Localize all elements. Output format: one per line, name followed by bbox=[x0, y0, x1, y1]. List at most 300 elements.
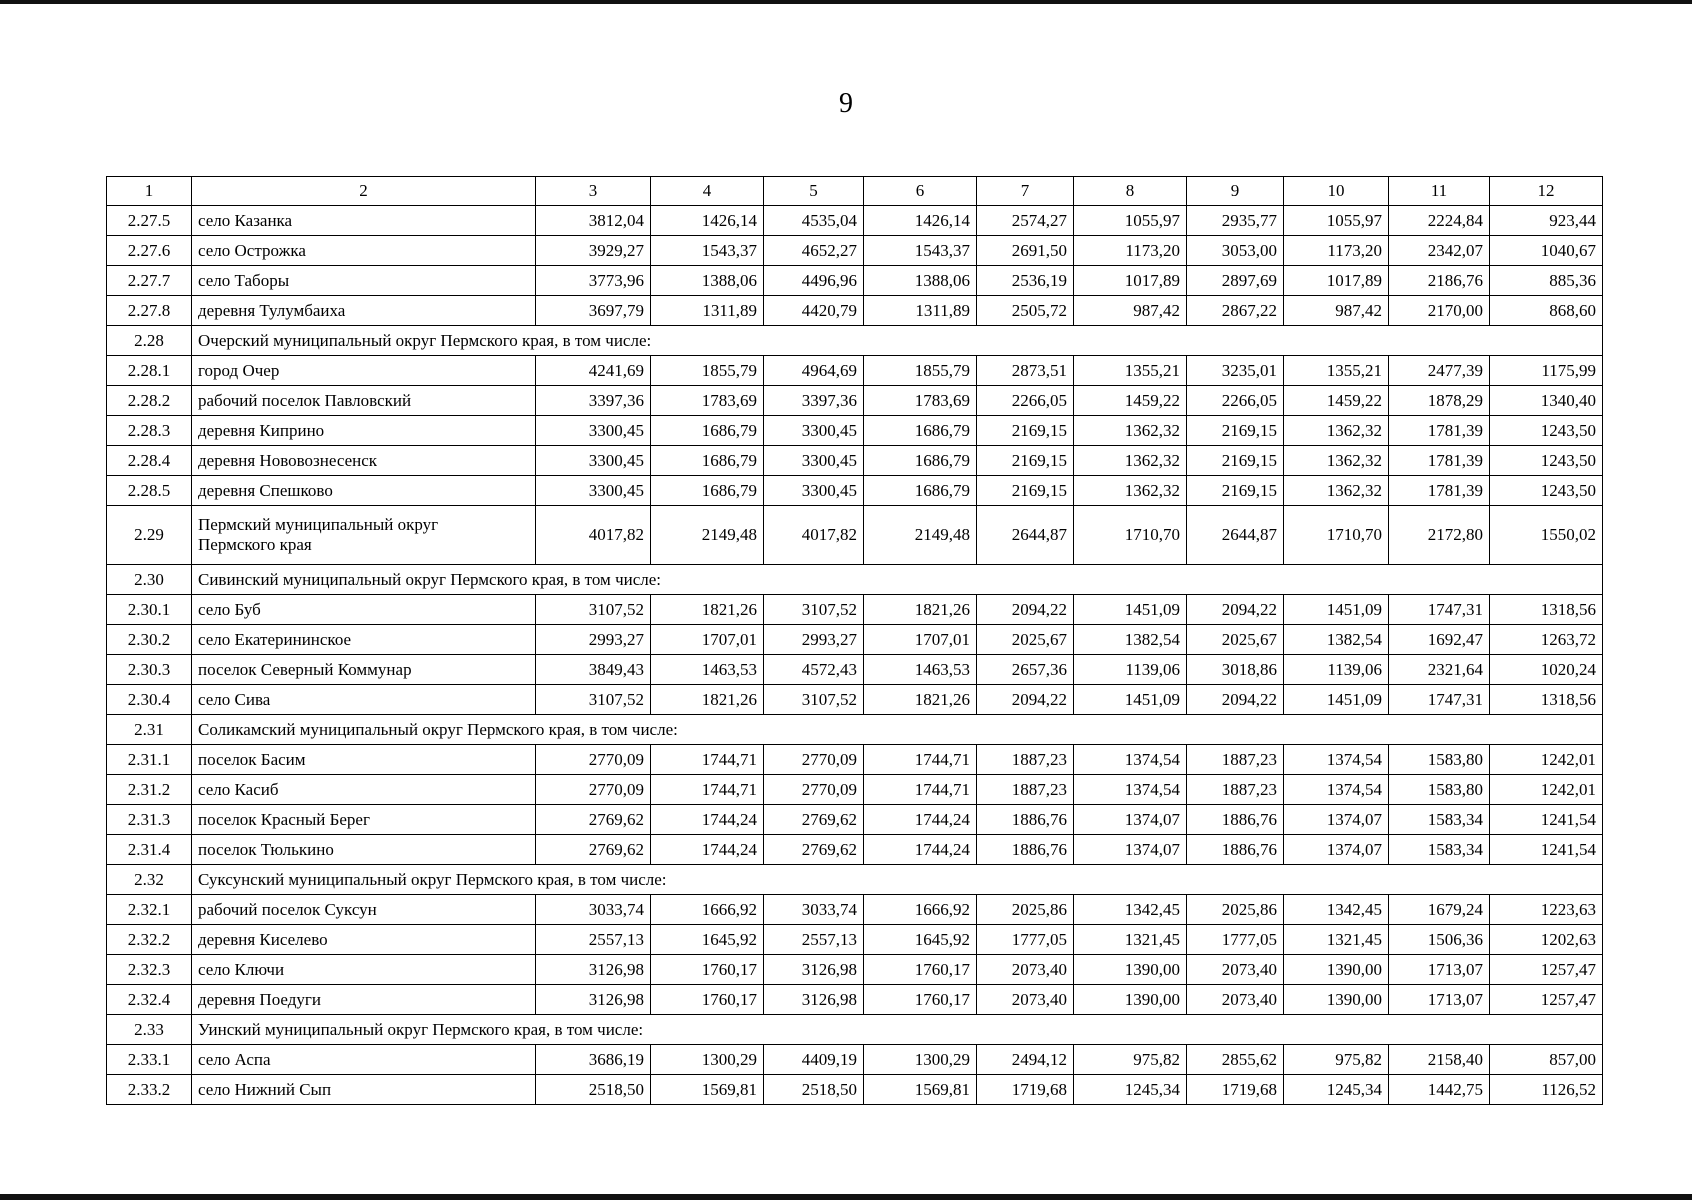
value-cell: 1340,40 bbox=[1490, 386, 1603, 416]
column-header: 8 bbox=[1074, 177, 1187, 206]
row-code: 2.32.3 bbox=[107, 955, 192, 985]
row-name: деревня Киприно bbox=[192, 416, 536, 446]
value-cell: 1362,32 bbox=[1284, 476, 1389, 506]
value-cell: 3018,86 bbox=[1187, 655, 1284, 685]
value-cell: 1355,21 bbox=[1284, 356, 1389, 386]
value-cell: 1374,54 bbox=[1074, 745, 1187, 775]
value-cell: 1362,32 bbox=[1284, 446, 1389, 476]
row-name: село Екатерининское bbox=[192, 625, 536, 655]
value-cell: 1666,92 bbox=[651, 895, 764, 925]
value-cell: 1390,00 bbox=[1074, 955, 1187, 985]
value-cell: 1878,29 bbox=[1389, 386, 1490, 416]
row-code: 2.28.4 bbox=[107, 446, 192, 476]
column-header: 6 bbox=[864, 177, 977, 206]
value-cell: 987,42 bbox=[1074, 296, 1187, 326]
value-cell: 2149,48 bbox=[864, 506, 977, 565]
value-cell: 1887,23 bbox=[977, 745, 1074, 775]
value-cell: 1017,89 bbox=[1284, 266, 1389, 296]
table-row bbox=[107, 775, 1603, 805]
column-header: 10 bbox=[1284, 177, 1389, 206]
page-number: 9 bbox=[839, 88, 853, 119]
row-code: 2.33 bbox=[107, 1015, 192, 1045]
value-cell: 1686,79 bbox=[864, 446, 977, 476]
value-cell: 1257,47 bbox=[1490, 955, 1603, 985]
value-cell: 1362,32 bbox=[1284, 416, 1389, 446]
table-body bbox=[107, 177, 1603, 1105]
value-cell: 923,44 bbox=[1490, 206, 1603, 236]
value-cell: 1583,34 bbox=[1389, 805, 1490, 835]
row-code: 2.32.1 bbox=[107, 895, 192, 925]
value-cell: 1887,23 bbox=[977, 775, 1074, 805]
value-cell: 3033,74 bbox=[536, 895, 651, 925]
value-cell: 868,60 bbox=[1490, 296, 1603, 326]
value-cell: 1886,76 bbox=[977, 835, 1074, 865]
value-cell: 4409,19 bbox=[764, 1045, 864, 1075]
row-code: 2.30 bbox=[107, 565, 192, 595]
column-header: 5 bbox=[764, 177, 864, 206]
row-code: 2.32.2 bbox=[107, 925, 192, 955]
value-cell: 1202,63 bbox=[1490, 925, 1603, 955]
value-cell: 1710,70 bbox=[1284, 506, 1389, 565]
value-cell: 1707,01 bbox=[864, 625, 977, 655]
table-row bbox=[107, 985, 1603, 1015]
value-cell: 1300,29 bbox=[651, 1045, 764, 1075]
value-cell: 2094,22 bbox=[977, 595, 1074, 625]
value-cell: 1781,39 bbox=[1389, 416, 1490, 446]
table-row bbox=[107, 416, 1603, 446]
value-cell: 1645,92 bbox=[651, 925, 764, 955]
value-cell: 3929,27 bbox=[536, 236, 651, 266]
value-cell: 2867,22 bbox=[1187, 296, 1284, 326]
value-cell: 2644,87 bbox=[977, 506, 1074, 565]
value-cell: 4652,27 bbox=[764, 236, 864, 266]
value-cell: 4535,04 bbox=[764, 206, 864, 236]
value-cell: 1760,17 bbox=[651, 985, 764, 1015]
value-cell: 2644,87 bbox=[1187, 506, 1284, 565]
value-cell: 1506,36 bbox=[1389, 925, 1490, 955]
value-cell: 1355,21 bbox=[1074, 356, 1187, 386]
value-cell: 3300,45 bbox=[764, 446, 864, 476]
value-cell: 1679,24 bbox=[1389, 895, 1490, 925]
value-cell: 1426,14 bbox=[864, 206, 977, 236]
value-cell: 1362,32 bbox=[1074, 446, 1187, 476]
table-row bbox=[107, 625, 1603, 655]
value-cell: 4017,82 bbox=[764, 506, 864, 565]
value-cell: 2935,77 bbox=[1187, 206, 1284, 236]
value-cell: 1744,71 bbox=[651, 775, 764, 805]
value-cell: 1374,07 bbox=[1284, 835, 1389, 865]
table-row bbox=[107, 476, 1603, 506]
value-cell: 1760,17 bbox=[651, 955, 764, 985]
table-row bbox=[107, 386, 1603, 416]
value-cell: 1719,68 bbox=[977, 1075, 1074, 1105]
value-cell: 4964,69 bbox=[764, 356, 864, 386]
value-cell: 1243,50 bbox=[1490, 446, 1603, 476]
row-code: 2.32 bbox=[107, 865, 192, 895]
value-cell: 2769,62 bbox=[764, 835, 864, 865]
value-cell: 987,42 bbox=[1284, 296, 1389, 326]
value-cell: 1173,20 bbox=[1074, 236, 1187, 266]
table-row bbox=[107, 296, 1603, 326]
value-cell: 1543,37 bbox=[651, 236, 764, 266]
value-cell: 885,36 bbox=[1490, 266, 1603, 296]
value-cell: 2172,80 bbox=[1389, 506, 1490, 565]
value-cell: 2224,84 bbox=[1389, 206, 1490, 236]
value-cell: 2494,12 bbox=[977, 1045, 1074, 1075]
value-cell: 1713,07 bbox=[1389, 955, 1490, 985]
table-row bbox=[107, 805, 1603, 835]
value-cell: 1645,92 bbox=[864, 925, 977, 955]
value-cell: 1686,79 bbox=[864, 476, 977, 506]
row-code: 2.33.1 bbox=[107, 1045, 192, 1075]
value-cell: 3126,98 bbox=[764, 985, 864, 1015]
row-code: 2.31 bbox=[107, 715, 192, 745]
value-cell: 2266,05 bbox=[977, 386, 1074, 416]
row-code: 2.28 bbox=[107, 326, 192, 356]
value-cell: 1713,07 bbox=[1389, 985, 1490, 1015]
value-cell: 1783,69 bbox=[864, 386, 977, 416]
row-code: 2.33.2 bbox=[107, 1075, 192, 1105]
value-cell: 2505,72 bbox=[977, 296, 1074, 326]
row-code: 2.30.1 bbox=[107, 595, 192, 625]
row-code: 2.27.8 bbox=[107, 296, 192, 326]
value-cell: 2169,15 bbox=[977, 476, 1074, 506]
group-name: Суксунский муниципальный округ Пермского края, в том числе: bbox=[192, 865, 1603, 895]
value-cell: 1777,05 bbox=[1187, 925, 1284, 955]
table-row bbox=[107, 266, 1603, 296]
value-cell: 2025,86 bbox=[1187, 895, 1284, 925]
value-cell: 1886,76 bbox=[977, 805, 1074, 835]
value-cell: 1374,54 bbox=[1074, 775, 1187, 805]
value-cell: 857,00 bbox=[1490, 1045, 1603, 1075]
value-cell: 1017,89 bbox=[1074, 266, 1187, 296]
value-cell: 1139,06 bbox=[1074, 655, 1187, 685]
value-cell: 1243,50 bbox=[1490, 476, 1603, 506]
value-cell: 1583,34 bbox=[1389, 835, 1490, 865]
row-code: 2.27.7 bbox=[107, 266, 192, 296]
value-cell: 1020,24 bbox=[1490, 655, 1603, 685]
row-name: город Очер bbox=[192, 356, 536, 386]
table-row bbox=[107, 745, 1603, 775]
value-cell: 2691,50 bbox=[977, 236, 1074, 266]
value-cell: 1362,32 bbox=[1074, 476, 1187, 506]
value-cell: 3300,45 bbox=[536, 476, 651, 506]
value-cell: 1459,22 bbox=[1074, 386, 1187, 416]
value-cell: 1442,75 bbox=[1389, 1075, 1490, 1105]
group-row bbox=[107, 565, 1603, 595]
row-name: село Сива bbox=[192, 685, 536, 715]
value-cell: 1390,00 bbox=[1284, 955, 1389, 985]
value-cell: 1388,06 bbox=[651, 266, 764, 296]
value-cell: 3849,43 bbox=[536, 655, 651, 685]
value-cell: 1886,76 bbox=[1187, 835, 1284, 865]
row-code: 2.28.2 bbox=[107, 386, 192, 416]
value-cell: 1426,14 bbox=[651, 206, 764, 236]
value-cell: 1747,31 bbox=[1389, 685, 1490, 715]
value-cell: 2158,40 bbox=[1389, 1045, 1490, 1075]
value-cell: 2094,22 bbox=[1187, 595, 1284, 625]
value-cell: 1707,01 bbox=[651, 625, 764, 655]
value-cell: 3686,19 bbox=[536, 1045, 651, 1075]
group-name: Соликамский муниципальный округ Пермского края, в том числе: bbox=[192, 715, 1603, 745]
value-cell: 1243,50 bbox=[1490, 416, 1603, 446]
value-cell: 3235,01 bbox=[1187, 356, 1284, 386]
row-name bbox=[192, 506, 536, 565]
value-cell: 2993,27 bbox=[764, 625, 864, 655]
value-cell: 1318,56 bbox=[1490, 685, 1603, 715]
row-code: 2.28.1 bbox=[107, 356, 192, 386]
value-cell: 4496,96 bbox=[764, 266, 864, 296]
table-row bbox=[107, 685, 1603, 715]
value-cell: 3397,36 bbox=[764, 386, 864, 416]
value-cell: 1173,20 bbox=[1284, 236, 1389, 266]
value-cell: 2557,13 bbox=[764, 925, 864, 955]
row-name: село Нижний Сып bbox=[192, 1075, 536, 1105]
column-header: 9 bbox=[1187, 177, 1284, 206]
value-cell: 1241,54 bbox=[1490, 835, 1603, 865]
row-code: 2.28.3 bbox=[107, 416, 192, 446]
value-cell: 1321,45 bbox=[1074, 925, 1187, 955]
value-cell: 2025,86 bbox=[977, 895, 1074, 925]
value-cell: 1583,80 bbox=[1389, 745, 1490, 775]
value-cell: 1382,54 bbox=[1284, 625, 1389, 655]
value-cell: 1569,81 bbox=[864, 1075, 977, 1105]
value-cell: 1257,47 bbox=[1490, 985, 1603, 1015]
value-cell: 2873,51 bbox=[977, 356, 1074, 386]
value-cell: 1451,09 bbox=[1284, 685, 1389, 715]
value-cell: 2342,07 bbox=[1389, 236, 1490, 266]
value-cell: 2169,15 bbox=[977, 446, 1074, 476]
value-cell: 1887,23 bbox=[1187, 775, 1284, 805]
row-code: 2.31.4 bbox=[107, 835, 192, 865]
row-code: 2.31.2 bbox=[107, 775, 192, 805]
value-cell: 1744,71 bbox=[864, 775, 977, 805]
value-cell: 2094,22 bbox=[977, 685, 1074, 715]
value-cell: 3107,52 bbox=[536, 595, 651, 625]
value-cell: 2169,15 bbox=[1187, 416, 1284, 446]
table-row bbox=[107, 835, 1603, 865]
value-cell: 1855,79 bbox=[651, 356, 764, 386]
value-cell: 1055,97 bbox=[1284, 206, 1389, 236]
row-name: рабочий поселок Суксун bbox=[192, 895, 536, 925]
row-name: поселок Тюлькино bbox=[192, 835, 536, 865]
row-name: рабочий поселок Павловский bbox=[192, 386, 536, 416]
value-cell: 2169,15 bbox=[1187, 476, 1284, 506]
value-cell: 2518,50 bbox=[536, 1075, 651, 1105]
row-code: 2.30.4 bbox=[107, 685, 192, 715]
scan-bottom-edge bbox=[0, 1194, 1692, 1200]
value-cell: 3126,98 bbox=[536, 955, 651, 985]
value-cell: 1760,17 bbox=[864, 985, 977, 1015]
value-cell: 2073,40 bbox=[977, 955, 1074, 985]
table-row bbox=[107, 655, 1603, 685]
value-cell: 2770,09 bbox=[764, 745, 864, 775]
scan-top-edge bbox=[0, 0, 1692, 4]
value-cell: 1719,68 bbox=[1187, 1075, 1284, 1105]
row-code: 2.29 bbox=[107, 506, 192, 565]
value-cell: 1126,52 bbox=[1490, 1075, 1603, 1105]
value-cell: 1342,45 bbox=[1284, 895, 1389, 925]
value-cell: 2321,64 bbox=[1389, 655, 1490, 685]
value-cell: 1451,09 bbox=[1284, 595, 1389, 625]
value-cell: 2770,09 bbox=[764, 775, 864, 805]
value-cell: 1374,54 bbox=[1284, 745, 1389, 775]
table-row bbox=[107, 955, 1603, 985]
value-cell: 3107,52 bbox=[764, 685, 864, 715]
value-cell: 1300,29 bbox=[864, 1045, 977, 1075]
row-name: поселок Басим bbox=[192, 745, 536, 775]
value-cell: 1781,39 bbox=[1389, 476, 1490, 506]
table-row bbox=[107, 1045, 1603, 1075]
value-cell: 1388,06 bbox=[864, 266, 977, 296]
value-cell: 2557,13 bbox=[536, 925, 651, 955]
value-cell: 975,82 bbox=[1284, 1045, 1389, 1075]
tariff-table bbox=[106, 176, 1603, 1105]
table-row bbox=[107, 236, 1603, 266]
value-cell: 1886,76 bbox=[1187, 805, 1284, 835]
group-name: Уинский муниципальный округ Пермского края, в том числе: bbox=[192, 1015, 1603, 1045]
value-cell: 2073,40 bbox=[977, 985, 1074, 1015]
row-name: село Аспа bbox=[192, 1045, 536, 1075]
value-cell: 1887,23 bbox=[1187, 745, 1284, 775]
table-row bbox=[107, 356, 1603, 386]
value-cell: 2025,67 bbox=[977, 625, 1074, 655]
column-header: 3 bbox=[536, 177, 651, 206]
value-cell: 4241,69 bbox=[536, 356, 651, 386]
group-name: Очерский муниципальный округ Пермского края, в том числе: bbox=[192, 326, 1603, 356]
value-cell: 1686,79 bbox=[651, 446, 764, 476]
value-cell: 3126,98 bbox=[764, 955, 864, 985]
row-name: село Казанка bbox=[192, 206, 536, 236]
value-cell: 3397,36 bbox=[536, 386, 651, 416]
column-header: 1 bbox=[107, 177, 192, 206]
table-row bbox=[107, 1075, 1603, 1105]
row-name: село Буб bbox=[192, 595, 536, 625]
value-cell: 1710,70 bbox=[1074, 506, 1187, 565]
value-cell: 1245,34 bbox=[1284, 1075, 1389, 1105]
row-code: 2.31.1 bbox=[107, 745, 192, 775]
value-cell: 2536,19 bbox=[977, 266, 1074, 296]
value-cell: 1241,54 bbox=[1490, 805, 1603, 835]
value-cell: 3300,45 bbox=[536, 416, 651, 446]
value-cell: 2769,62 bbox=[536, 835, 651, 865]
row-code: 2.28.5 bbox=[107, 476, 192, 506]
row-name: деревня Нововознесенск bbox=[192, 446, 536, 476]
value-cell: 1374,07 bbox=[1074, 835, 1187, 865]
value-cell: 3033,74 bbox=[764, 895, 864, 925]
value-cell: 1744,24 bbox=[864, 835, 977, 865]
value-cell: 1686,79 bbox=[651, 416, 764, 446]
value-cell: 1692,47 bbox=[1389, 625, 1490, 655]
value-cell: 3300,45 bbox=[764, 416, 864, 446]
row-name: поселок Северный Коммунар bbox=[192, 655, 536, 685]
column-header: 4 bbox=[651, 177, 764, 206]
value-cell: 1569,81 bbox=[651, 1075, 764, 1105]
value-cell: 2266,05 bbox=[1187, 386, 1284, 416]
group-row bbox=[107, 715, 1603, 745]
value-cell: 1390,00 bbox=[1074, 985, 1187, 1015]
value-cell: 1382,54 bbox=[1074, 625, 1187, 655]
value-cell: 1543,37 bbox=[864, 236, 977, 266]
value-cell: 1855,79 bbox=[864, 356, 977, 386]
value-cell: 1263,72 bbox=[1490, 625, 1603, 655]
header-row bbox=[107, 177, 1603, 206]
value-cell: 4017,82 bbox=[536, 506, 651, 565]
value-cell: 1362,32 bbox=[1074, 416, 1187, 446]
table-row bbox=[107, 446, 1603, 476]
value-cell: 2770,09 bbox=[536, 775, 651, 805]
value-cell: 1583,80 bbox=[1389, 775, 1490, 805]
row-name: село Ключи bbox=[192, 955, 536, 985]
group-name: Сивинский муниципальный округ Пермского края, в том числе: bbox=[192, 565, 1603, 595]
value-cell: 2169,15 bbox=[977, 416, 1074, 446]
value-cell: 1055,97 bbox=[1074, 206, 1187, 236]
value-cell: 1666,92 bbox=[864, 895, 977, 925]
row-code: 2.31.3 bbox=[107, 805, 192, 835]
value-cell: 1139,06 bbox=[1284, 655, 1389, 685]
value-cell: 1550,02 bbox=[1490, 506, 1603, 565]
row-code: 2.27.6 bbox=[107, 236, 192, 266]
value-cell: 2657,36 bbox=[977, 655, 1074, 685]
row-name: село Острожка bbox=[192, 236, 536, 266]
value-cell: 2518,50 bbox=[764, 1075, 864, 1105]
value-cell: 1686,79 bbox=[864, 416, 977, 446]
value-cell: 3300,45 bbox=[536, 446, 651, 476]
row-name: деревня Киселево bbox=[192, 925, 536, 955]
row-code: 2.30.2 bbox=[107, 625, 192, 655]
value-cell: 1783,69 bbox=[651, 386, 764, 416]
value-cell: 2073,40 bbox=[1187, 955, 1284, 985]
value-cell: 1821,26 bbox=[651, 595, 764, 625]
value-cell: 1318,56 bbox=[1490, 595, 1603, 625]
value-cell: 1821,26 bbox=[864, 685, 977, 715]
value-cell: 1760,17 bbox=[864, 955, 977, 985]
row-name: село Таборы bbox=[192, 266, 536, 296]
column-header: 11 bbox=[1389, 177, 1490, 206]
value-cell: 1744,24 bbox=[651, 835, 764, 865]
value-cell: 2769,62 bbox=[764, 805, 864, 835]
value-cell: 1451,09 bbox=[1074, 685, 1187, 715]
row-code: 2.30.3 bbox=[107, 655, 192, 685]
value-cell: 1744,24 bbox=[651, 805, 764, 835]
row-name: деревня Тулумбаиха bbox=[192, 296, 536, 326]
value-cell: 3126,98 bbox=[536, 985, 651, 1015]
row-name: деревня Спешково bbox=[192, 476, 536, 506]
value-cell: 1374,07 bbox=[1284, 805, 1389, 835]
column-header: 12 bbox=[1490, 177, 1603, 206]
value-cell: 2094,22 bbox=[1187, 685, 1284, 715]
value-cell: 975,82 bbox=[1074, 1045, 1187, 1075]
value-cell: 1040,67 bbox=[1490, 236, 1603, 266]
value-cell: 1321,45 bbox=[1284, 925, 1389, 955]
group-row bbox=[107, 326, 1603, 356]
value-cell: 3300,45 bbox=[764, 476, 864, 506]
value-cell: 1744,71 bbox=[651, 745, 764, 775]
table-row bbox=[107, 206, 1603, 236]
value-cell: 2993,27 bbox=[536, 625, 651, 655]
row-name: поселок Красный Берег bbox=[192, 805, 536, 835]
value-cell: 3773,96 bbox=[536, 266, 651, 296]
value-cell: 4420,79 bbox=[764, 296, 864, 326]
value-cell: 2897,69 bbox=[1187, 266, 1284, 296]
row-name: деревня Поедуги bbox=[192, 985, 536, 1015]
value-cell: 1223,63 bbox=[1490, 895, 1603, 925]
value-cell: 1777,05 bbox=[977, 925, 1074, 955]
value-cell: 1463,53 bbox=[864, 655, 977, 685]
value-cell: 2574,27 bbox=[977, 206, 1074, 236]
value-cell: 1744,24 bbox=[864, 805, 977, 835]
value-cell: 1463,53 bbox=[651, 655, 764, 685]
